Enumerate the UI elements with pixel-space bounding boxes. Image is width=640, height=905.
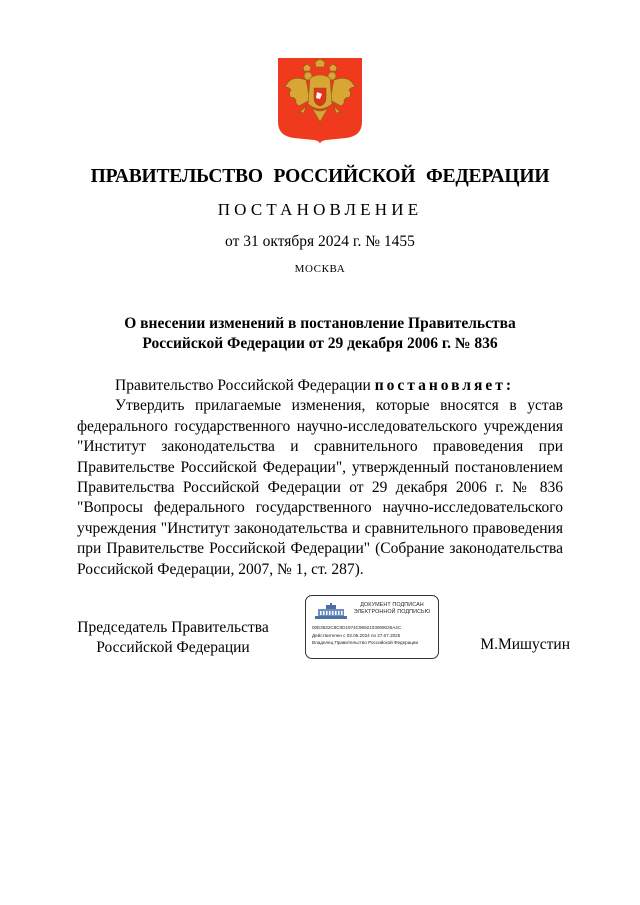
subject-line-2: Российской Федерации от 29 декабря 2006 г. № 836: [142, 335, 498, 352]
document-date-number: от 31 октября 2024 г. № 1455: [225, 233, 415, 250]
electronic-signature-stamp: [305, 595, 439, 659]
government-title: ПРАВИТЕЛЬСТВО РОССИЙСКОЙ ФЕДЕРАЦИИ: [90, 166, 550, 187]
esign-header-line-2: ЭЛЕКТРОННОЙ ПОДПИСЬЮ: [353, 608, 431, 615]
document-subject: [80, 314, 560, 354]
esign-header-line-1: ДОКУМЕНТ ПОДПИСАН: [360, 602, 424, 608]
resolves-word: постановляет:: [374, 377, 515, 394]
subject-line-1: О внесении изменений в постановление Правительства: [124, 315, 516, 332]
document-city: МОСКВА: [294, 263, 346, 275]
document-type: ПОСТАНОВЛЕНИЕ: [217, 200, 423, 219]
signatory-title: [66, 618, 280, 658]
resolves-paragraph: [77, 376, 563, 396]
document-body: [77, 376, 563, 580]
signatory-title-line-2: Российской Федерации: [96, 639, 250, 656]
esign-header: [348, 602, 436, 615]
signatory-name: М.Мишустин: [480, 636, 570, 653]
signatory-title-line-1: Председатель Правительства: [77, 619, 269, 636]
main-paragraph: Утвердить прилагаемые изменения, которые вносятся в устав федерального государственного научно-исследовательского учреждения "Институт законодательства и сравнительного правоведения при Правительстве Российской Федерации", утвержденный постановлением Правительства Российской Федерации от 29 декабря 2006 г. № 836 "Вопросы федерального государственного научно-исследовательского учреждения "Институт законодательства и сравнительного правоведения при Правительстве Российской Федерации" (Собрание законодательства Российской Федерации, 2007, № 1, ст. 287).: [77, 397, 563, 578]
esign-validity-period: Действителен с 03.05.2024 по 27.07.2025: [312, 633, 401, 638]
coat-of-arms-emblem: [276, 56, 364, 144]
esign-owner: Владелец Правительство Российской Федерации: [312, 640, 419, 645]
esign-certificate-serial: 00E3832C8C0D1974C9892103069026A4C: [312, 625, 402, 630]
government-building-icon: [315, 603, 347, 619]
resolves-prefix: Правительство Российской Федерации: [115, 377, 371, 394]
